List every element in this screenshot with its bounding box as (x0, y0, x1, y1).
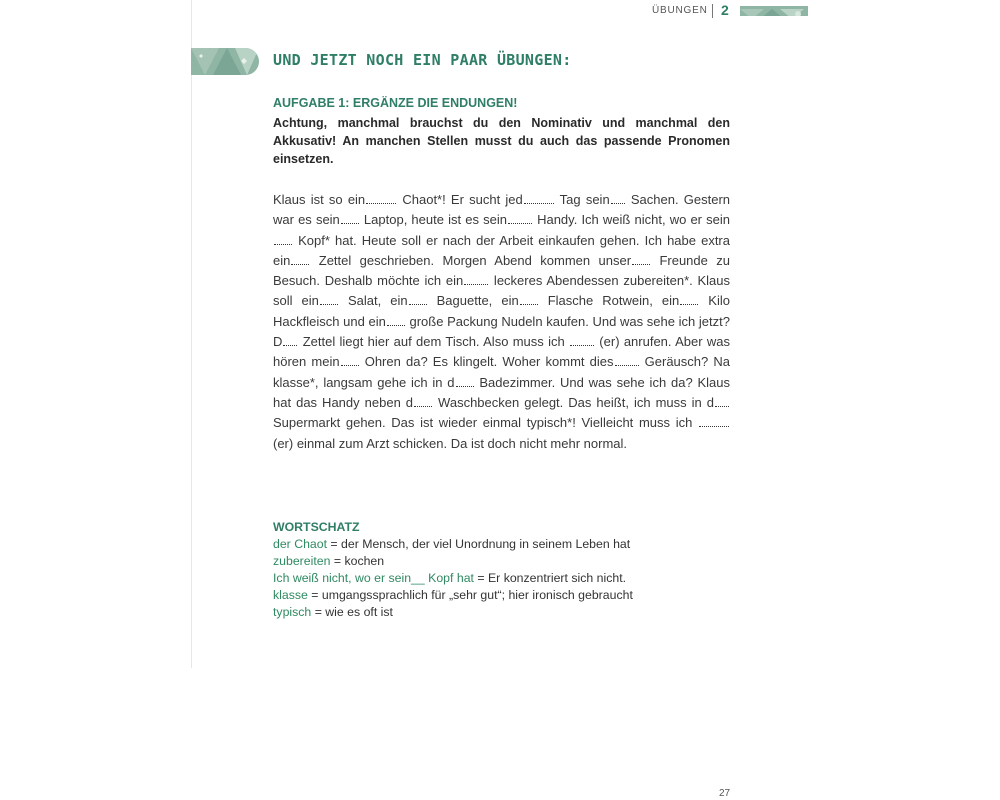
vocabulary-term: klasse (273, 588, 308, 602)
vocabulary-entry (273, 570, 730, 587)
exercise-segment: Kopf* hat. Heute soll er nach der Arbeit einkaufen gehen. Ich habe extra ein (273, 232, 730, 268)
fill-gap[interactable] (274, 232, 292, 245)
exercise-segment: (er) einmal zum Arzt schicken. Da ist doch nicht mehr normal. (273, 435, 628, 451)
fill-gap[interactable] (341, 353, 359, 366)
exercise-segment: Handy. Ich weiß nicht, wo er sein (532, 212, 730, 228)
fill-gap[interactable] (320, 292, 338, 305)
vocabulary-entry (273, 536, 730, 553)
exercise-segment: Zettel liegt hier auf dem Tisch. Also muss ich (298, 334, 569, 350)
task-heading: AUFGABE 1: ERGÄNZE DIE ENDUNGEN! (273, 96, 518, 110)
vocabulary-definition: = umgangssprachlich für „sehr gut“; hier ironisch gebraucht (307, 588, 633, 602)
exercise-text (273, 190, 730, 454)
exercise-segment: Salat, ein (338, 293, 408, 309)
fill-gap[interactable] (409, 292, 427, 305)
vocabulary-definition: = wie es oft ist (311, 605, 393, 619)
exercise-segment: große Packung Nudeln kaufen. Und was sehe ich jetzt? D (273, 313, 730, 350)
exercise-segment: leckeres Abendessen zubereiten*. Klaus soll ein (273, 273, 730, 309)
page-edge (191, 0, 192, 668)
task-instruction: Achtung, manchmal brauchst du den Nominativ und manchmal den Akkusativ! An manchen Stellen musst du auch das passende Pronomen einsetzen. (273, 116, 730, 166)
fill-gap[interactable] (632, 252, 650, 265)
exercise-segment: Freunde zu Besuch. Deshalb möchte ich ein (273, 252, 730, 289)
exercise-segment: Klaus ist so ein (273, 192, 366, 207)
vocabulary-entry (273, 587, 730, 604)
exercise-segment: Tag sein (554, 192, 610, 207)
fill-gap[interactable] (341, 211, 359, 224)
exercise-segment: Geräusch? Na klasse*, langsam gehe ich in d (273, 354, 730, 390)
fill-gap[interactable] (283, 333, 297, 346)
page-number: 27 (719, 788, 731, 799)
exercise-segment: Ohren da? Es klingelt. Woher kommt dies (359, 354, 614, 370)
header-pattern-icon (740, 6, 808, 16)
exercise-segment: Kilo Hackfleisch und ein (273, 293, 730, 329)
fill-gap[interactable] (387, 313, 405, 326)
vocabulary-definition: = kochen (330, 554, 385, 568)
vocabulary-term: typisch (273, 605, 312, 619)
exercise-segment: Waschbecken gelegt. Das heißt, ich muss in d (433, 394, 715, 410)
fill-gap[interactable] (291, 252, 309, 265)
header-pattern-svg (740, 9, 808, 16)
exercise-segment: Chaot*! Er sucht jed (397, 192, 523, 207)
fill-gap[interactable] (715, 394, 729, 407)
exercise-segment: (er) anrufen. Aber was hören mein (273, 334, 730, 370)
fill-gap[interactable] (520, 292, 538, 305)
title-pattern-icon (191, 48, 259, 75)
vocabulary-term: der Chaot (273, 537, 328, 551)
header-section-label: ÜBUNGEN (652, 5, 708, 16)
fill-gap[interactable] (615, 353, 639, 366)
fill-gap[interactable] (611, 191, 625, 204)
vocabulary-entry (273, 553, 730, 570)
fill-gap[interactable] (366, 191, 396, 204)
fill-gap[interactable] (570, 333, 594, 346)
fill-gap[interactable] (524, 191, 554, 204)
page-title: UND JETZT NOCH EIN PAAR ÜBUNGEN: (273, 51, 572, 69)
vocabulary-definition: = Er konzentriert sich nicht. (473, 571, 627, 585)
fill-gap[interactable] (456, 374, 474, 387)
fill-gap[interactable] (680, 292, 698, 305)
vocabulary-definition: = der Mensch, der viel Unordnung in seinem Leben hat (327, 537, 631, 551)
vocabulary-entry (273, 604, 730, 621)
title-pattern-svg (191, 48, 259, 75)
vocabulary-term: Ich weiß nicht, wo er sein__ Kopf hat (273, 571, 474, 585)
fill-gap[interactable] (508, 211, 532, 224)
exercise-segment: Laptop, heute ist es sein (359, 212, 507, 228)
fill-gap[interactable] (414, 394, 432, 407)
vocabulary-heading: WORTSCHATZ (273, 520, 360, 534)
fill-gap[interactable] (464, 272, 488, 285)
header-divider (712, 4, 713, 18)
fill-gap[interactable] (699, 414, 729, 427)
exercise-segment: Flasche Rotwein, ein (538, 293, 680, 309)
vocabulary-box (273, 519, 730, 621)
exercise-segment: Supermarkt gehen. Das ist wieder einmal typisch*! Vielleicht muss ich (273, 415, 698, 431)
vocabulary-term: zubereiten (273, 554, 331, 568)
exercise-segment: Baguette, ein (427, 293, 519, 309)
exercise-segment: Sachen. Gestern war es sein (273, 192, 730, 228)
chapter-number: 2 (721, 2, 729, 18)
exercise-segment: Badezimmer. Und was sehe ich da? Klaus hat das Handy neben d (273, 374, 730, 410)
exercise-segment: Zettel geschrieben. Morgen Abend kommen unser (310, 252, 632, 268)
